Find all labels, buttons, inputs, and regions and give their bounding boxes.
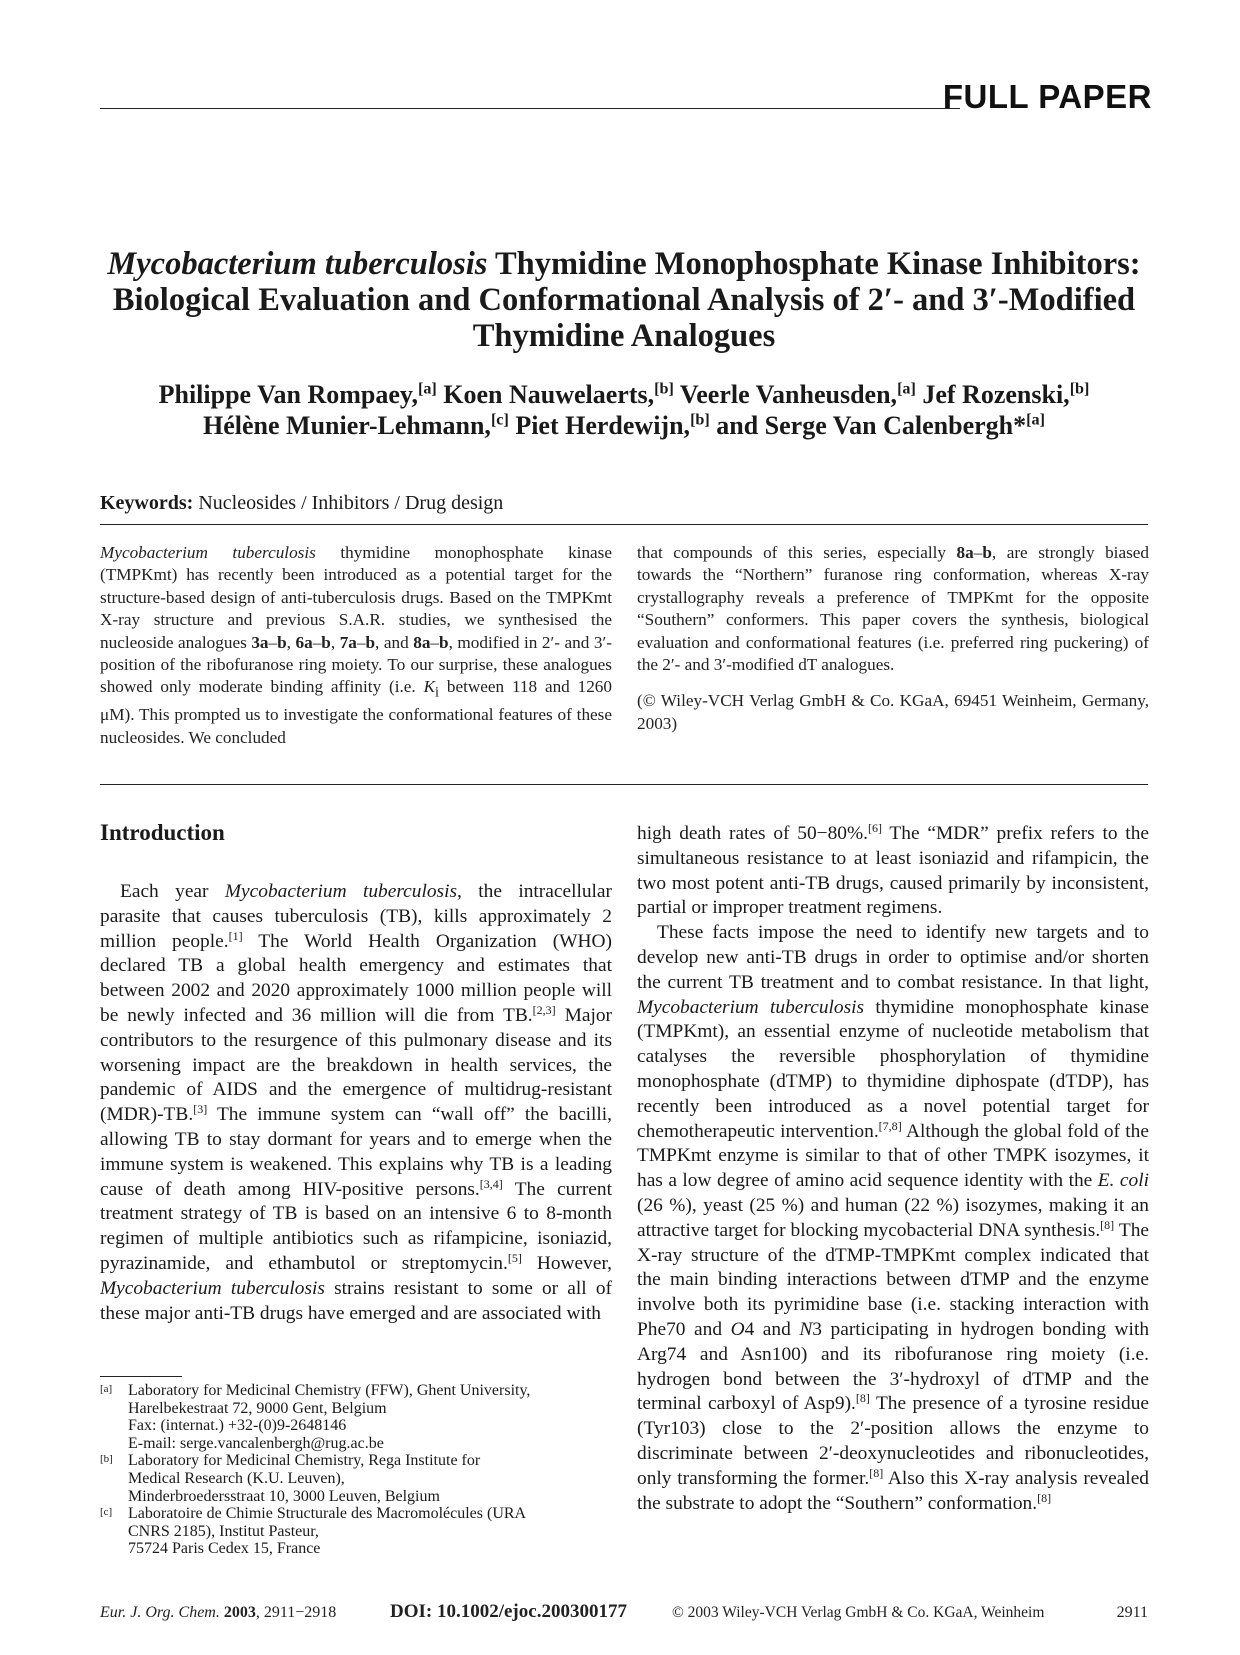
doi: DOI: 10.1002/ejoc.200300177 [390, 1601, 627, 1622]
body-text: 3 participating in hydrogen bonding with Arg74 and Asn100) and its ribofuranose ring moiety (i.e. hydrogen bond between the 3′-hydroxyl of dTMP and the terminal carboxyl of Asp9). [637, 1318, 1150, 1415]
body-text: The World Health Organization (WHO) declared TB a global health emergency and estimates that between 2002 and 2020 approximately 1000 million people will be newly infected and 36 million will die from TB. [100, 930, 612, 1026]
abstract-text: , [286, 632, 296, 652]
journal-pages: , 2911−2918 [255, 1604, 337, 1621]
footnote-a [100, 1382, 612, 1452]
compound-label: b [439, 632, 449, 652]
journal-year: 2003 [223, 1604, 256, 1621]
abstract-text: thymidine monophosphate kinase (TMPKmt) has recently been introduced as a potential target for the structure-based design of anti-tuberculosis drugs. Based on the TMPKmt X-ray structure and previous S.A.R. studies, we synthesised the nucleoside analogues [100, 543, 612, 652]
citation: [8] [1100, 1217, 1115, 1232]
organism-name: Mycobacterium tuberculosis [224, 881, 458, 902]
abstract-left-column [100, 542, 612, 749]
body-text: Also this X-ray analysis revealed the substrate to adopt the “Southern” conformation. [637, 1467, 1149, 1514]
author-name: Veerle Vanheusden, [679, 380, 898, 409]
compound-label: 6a [295, 632, 313, 652]
author-affiliation: [a] [897, 380, 916, 398]
body-text: Although the global fold of the TMPKmt enzyme is similar to that of other TMPK isozymes, it has a low degree of amino acid sequence identity with the [637, 1120, 1149, 1192]
citation: [8] [869, 1465, 884, 1480]
atom-label: O [730, 1318, 745, 1340]
footnote-mark: [b] [100, 1453, 113, 1466]
page-number: 2911 [1116, 1604, 1148, 1621]
title-line2: Biological Evaluation and Conformational Analysis of 2′- and 3′-Modified [112, 282, 1136, 318]
author-affiliation: [a] [417, 380, 437, 398]
author-list [100, 379, 1148, 441]
abstract-bottom-rule [100, 784, 1148, 785]
abstract-text: , [330, 632, 340, 652]
body-text: The current treatment strategy of TB is based on an intensive 6 to 8-month regimen of multiple antibiotics such as rifampicine, isoniazid, pyrazinamide, and ethambutol or streptomycin. [100, 1178, 612, 1274]
abstract-text: , and [375, 632, 414, 652]
footnote-c [100, 1505, 612, 1558]
compound-label: b [982, 543, 992, 562]
compound-label: 7a [339, 632, 357, 652]
author-name: Hélène Munier-Lehmann, [203, 411, 491, 440]
body-text: Major contributors to the resurgence of this pulmonary disease and its worsening impact are the breakdown in health services, the pandemic of AIDS and the emergence of multidrug-resistant (MDR)-TB. [100, 1004, 612, 1126]
citation: [1] [228, 928, 243, 943]
header-rule [100, 108, 960, 109]
body-text: The “MDR” prefix refers to the simultaneous resistance to at least isoniazid and rifampicin, the two most potent anti-TB drugs, caused primarily by inconsistent, partial or improper treatment regimens. [637, 823, 1149, 919]
abstract-copyright: (© Wiley-VCH Verlag GmbH & Co. KGaA, 69451 Weinheim, Germany, 2003) [637, 691, 1149, 733]
author-affiliation: [a] [1026, 411, 1045, 429]
footnote-line: Fax: (internat.) +32-(0)9-2648146 [128, 1417, 347, 1435]
footnote-line: Harelbekestraat 72, 9000 Gent, Belgium [128, 1399, 387, 1417]
abstract-paragraph [637, 542, 1149, 676]
journal-citation [100, 1604, 336, 1622]
body-paragraph [637, 921, 1149, 1516]
citation: [3,4] [479, 1176, 503, 1191]
body-paragraph [100, 880, 612, 1326]
footnote-line: Laboratoire de Chimie Structurale des Macromolécules (URA [128, 1505, 527, 1523]
footnote-mark: [c] [100, 1506, 113, 1519]
title-line3: Thymidine Analogues [472, 318, 776, 354]
author-name: Jef Rozenski, [922, 380, 1070, 409]
journal-name: Eur. J. Org. Chem. [100, 1604, 220, 1621]
keywords-label: Keywords: [100, 492, 194, 514]
compound-label: b [277, 632, 287, 652]
footnote-b [100, 1452, 612, 1505]
body-text: The X-ray structure of the dTMP-TMPKmt complex indicated that the main binding interactions between dTMP and the enzyme involve both its pyrimidine base (i.e. stacking interaction with Phe70 and [637, 1219, 1149, 1340]
body-text: However, [521, 1252, 612, 1274]
abstract-text: – [312, 632, 322, 652]
title-organism: Mycobacterium tuberculosis [107, 246, 488, 282]
author-name: Koen Nauwelaerts, [443, 380, 655, 409]
body-text: The immune system can “wall off” the bacilli, allowing TB to stay dormant for years and to emerge when the immune system is weakened. This explains why TB is a leading cause of death among HIV-positive persons. [100, 1104, 612, 1200]
abstract-text: – [430, 632, 440, 652]
body-text: (26 %), yeast (25 %) and human (22 %) isozymes, making it an attractive target for blocking mycobacterial DNA synthesis. [637, 1194, 1149, 1241]
abstract-text: , modified in 2′- and 3′-position of the ribofuranose ring moiety. To our surprise, these analogues showed only moderate binding affinity (i.e. [100, 632, 612, 697]
author-affiliation: [b] [654, 380, 674, 398]
footnote-line: Medical Research (K.U. Leuven), [128, 1469, 345, 1487]
compound-label: b [365, 632, 376, 652]
abstract-organism: Mycobacterium tuberculosis [100, 543, 316, 562]
body-right-column [637, 822, 1149, 1516]
author-affiliation: [b] [690, 411, 710, 429]
section-label: FULL PAPER [942, 78, 1152, 115]
citation: [3] [193, 1101, 208, 1116]
citation: [2,3] [532, 1002, 556, 1017]
atom-label: N [799, 1318, 813, 1340]
paper-title [100, 246, 1148, 354]
ki-subscript: i [435, 684, 440, 701]
abstract-text: – [356, 632, 366, 652]
body-text: high death rates of 50−80%. [637, 823, 868, 844]
ki-symbol: K [423, 677, 436, 697]
footer-copyright: © 2003 Wiley-VCH Verlag GmbH & Co. KGaA, Weinheim [672, 1604, 1045, 1621]
author-name: and Serge Van Calenbergh* [716, 411, 1027, 440]
body-left-column [100, 880, 612, 1326]
compound-label: 3a [251, 632, 269, 652]
author-affiliation: [b] [1069, 380, 1090, 398]
footnote-line: 75724 Paris Cedex 15, France [128, 1540, 321, 1558]
citation: [8] [855, 1391, 870, 1406]
footnote-line: Laboratory for Medicinal Chemistry (FFW), Ghent University, [128, 1382, 531, 1399]
citation: [6] [868, 820, 883, 835]
title-line1: Thymidine Monophosphate Kinase Inhibitors: [487, 246, 1141, 282]
footnote-email: E-mail: serge.vancalenbergh@rug.ac.be [128, 1434, 384, 1452]
footnote-line: Laboratory for Medicinal Chemistry, Rega Institute for [128, 1452, 481, 1470]
section-heading-introduction: Introduction [100, 820, 225, 845]
body-paragraph [637, 822, 1149, 921]
abstract-right-column [637, 542, 1149, 735]
body-text: The presence of a tyrosine residue (Tyr103) close to the 2′-position allows the enzyme to discriminate between 2′-deoxynucleotides and ribonucleotides, only transforming the former. [637, 1393, 1149, 1489]
organism-name: Mycobacterium tuberculosis [100, 1277, 325, 1299]
body-text: Each year [120, 881, 225, 902]
citation: [7,8] [878, 1118, 902, 1133]
organism-name: Mycobacterium tuberculosis [637, 996, 865, 1018]
affiliation-footnotes [100, 1382, 612, 1558]
abstract-text: – [268, 632, 278, 652]
citation: [5] [507, 1250, 522, 1265]
body-text: strains resistant to some or all of these major anti-TB drugs have emerged and are associated with [100, 1277, 612, 1324]
body-text: These facts impose the need to identify new targets and to develop new anti-TB drugs in order to optimise and/or shorten the current TB treatment and to combat resistance. In that light, [637, 922, 1149, 993]
abstract-text: between 118 and 1260 μM). This prompted us to investigate the conformational features of these nucleosides. We concluded [100, 677, 612, 747]
abstract-text: that compounds of this series, especially [637, 543, 957, 562]
body-text: thymidine monophosphate kinase (TMPKmt), an essential enzyme of nucleotide metabolism that catalyses the reversible phosphorylation of thymidine monophosphate (dTMP) to thymidine diphospate (dTDP), has recently been introduced as a novel potential target for chemotherapeutic intervention. [637, 996, 1149, 1142]
citation: [8] [1037, 1490, 1052, 1505]
compound-label: b [321, 632, 331, 652]
author-name: Philippe Van Rompaey, [158, 380, 418, 409]
abstract-text: , are strongly biased towards the “Northern” furanose ring conformation, whereas X-ray crystallography reveals a preference of TMPKmt for the opposite “Southern” conformers. This paper covers the synthesis, biological evaluation and conformational features (i.e. preferred ring puckering) of the 2′- and 3′-modified dT analogues. [637, 543, 1149, 675]
body-text: , the intracellular parasite that causes tuberculosis (TB), kills approximately 2 million people. [100, 881, 612, 952]
footnote-line: Minderbroedersstraat 10, 3000 Leuven, Belgium [128, 1487, 440, 1505]
body-text: 4 and [744, 1318, 800, 1340]
abstract-text: – [973, 543, 983, 562]
footnote-rule [100, 1376, 182, 1377]
compound-label: 8a [413, 632, 431, 652]
keywords-text: Nucleosides / Inhibitors / Drug design [198, 492, 504, 514]
compound-label: 8a [956, 543, 974, 562]
abstract-paragraph [100, 542, 612, 749]
author-affiliation: [c] [490, 411, 509, 429]
author-name: Piet Herdewijn, [515, 411, 691, 440]
footnote-mark: [a] [100, 1383, 113, 1395]
abstract-top-rule [100, 524, 1148, 525]
footnote-line: CNRS 2185), Institut Pasteur, [128, 1522, 319, 1540]
keywords [100, 492, 503, 515]
organism-name: E. coli [1097, 1170, 1149, 1192]
